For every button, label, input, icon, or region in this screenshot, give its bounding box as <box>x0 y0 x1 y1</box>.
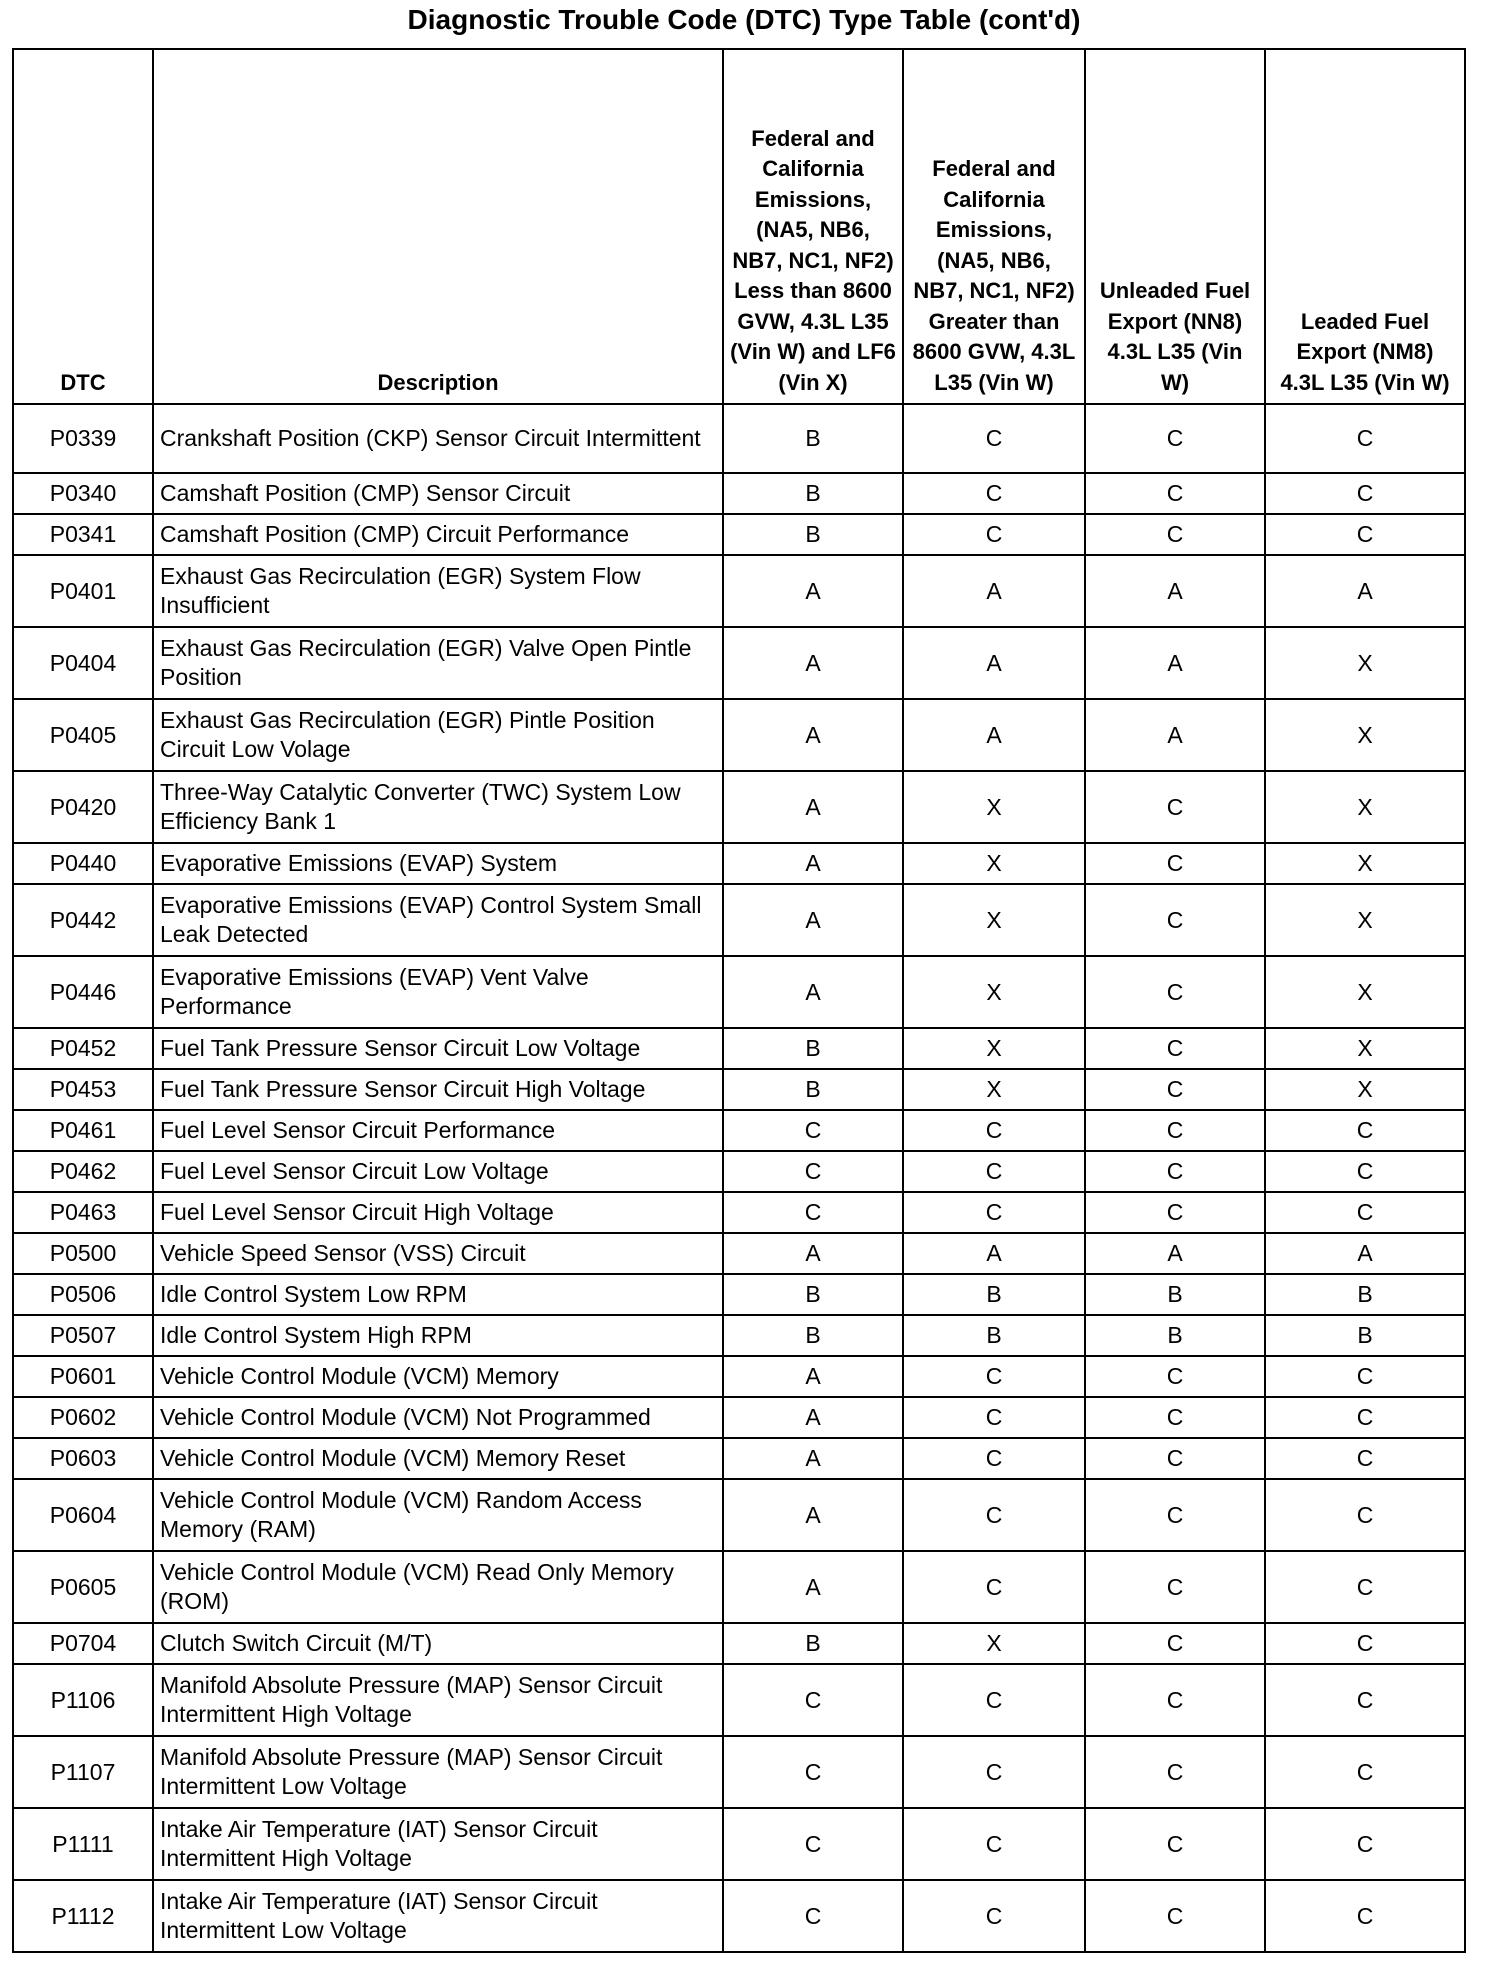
leaded-export-cell: B <box>1265 1315 1465 1356</box>
description-cell: Clutch Switch Circuit (M/T) <box>153 1623 723 1664</box>
table-row <box>13 1274 1465 1315</box>
unleaded-export-cell: C <box>1085 1028 1265 1069</box>
fed-ca-greater-8600-cell: X <box>903 1069 1085 1110</box>
description-cell: Fuel Level Sensor Circuit Low Voltage <box>153 1151 723 1192</box>
table-row <box>13 1069 1465 1110</box>
unleaded-export-cell: B <box>1085 1315 1265 1356</box>
description-cell: Exhaust Gas Recirculation (EGR) Pintle Position Circuit Low Volage <box>153 699 723 771</box>
fed-ca-less-8600-cell: B <box>723 1623 903 1664</box>
description-cell: Vehicle Control Module (VCM) Random Access Memory (RAM) <box>153 1479 723 1551</box>
dtc-code-cell: P0446 <box>13 956 153 1028</box>
fed-ca-greater-8600-cell: C <box>903 1664 1085 1736</box>
unleaded-export-cell: C <box>1085 1397 1265 1438</box>
leaded-export-cell: C <box>1265 1880 1465 1952</box>
unleaded-export-cell: C <box>1085 843 1265 884</box>
leaded-export-cell: X <box>1265 884 1465 956</box>
fed-ca-less-8600-cell: B <box>723 1274 903 1315</box>
description-cell: Vehicle Control Module (VCM) Not Programmed <box>153 1397 723 1438</box>
unleaded-export-cell: C <box>1085 1110 1265 1151</box>
fed-ca-greater-8600-cell: A <box>903 699 1085 771</box>
fed-ca-greater-8600-cell: C <box>903 1192 1085 1233</box>
table-row <box>13 956 1465 1028</box>
unleaded-export-cell: C <box>1085 1623 1265 1664</box>
fed-ca-greater-8600-cell: A <box>903 1233 1085 1274</box>
fed-ca-less-8600-cell: A <box>723 699 903 771</box>
dtc-code-cell: P0604 <box>13 1479 153 1551</box>
fed-ca-greater-8600-cell: C <box>903 1110 1085 1151</box>
dtc-type-table <box>12 48 1466 1953</box>
fed-ca-less-8600-cell: A <box>723 1397 903 1438</box>
leaded-export-cell: X <box>1265 627 1465 699</box>
dtc-code-cell: P0601 <box>13 1356 153 1397</box>
column-header-leaded-export: Leaded Fuel Export (NM8) 4.3L L35 (Vin W) <box>1265 49 1465 404</box>
description-cell: Fuel Tank Pressure Sensor Circuit Low Voltage <box>153 1028 723 1069</box>
table-row <box>13 514 1465 555</box>
table-row <box>13 1808 1465 1880</box>
dtc-code-cell: P0440 <box>13 843 153 884</box>
description-cell: Three-Way Catalytic Converter (TWC) System Low Efficiency Bank 1 <box>153 771 723 843</box>
unleaded-export-cell: C <box>1085 514 1265 555</box>
fed-ca-less-8600-cell: B <box>723 473 903 514</box>
dtc-code-cell: P1112 <box>13 1880 153 1952</box>
description-cell: Intake Air Temperature (IAT) Sensor Circuit Intermittent Low Voltage <box>153 1880 723 1952</box>
fed-ca-less-8600-cell: C <box>723 1736 903 1808</box>
table-row <box>13 771 1465 843</box>
table-row <box>13 1479 1465 1551</box>
unleaded-export-cell: C <box>1085 1192 1265 1233</box>
unleaded-export-cell: C <box>1085 1356 1265 1397</box>
dtc-code-cell: P0704 <box>13 1623 153 1664</box>
page-title: Diagnostic Trouble Code (DTC) Type Table (cont'd) <box>407 4 1081 35</box>
table-row <box>13 404 1465 473</box>
description-cell: Exhaust Gas Recirculation (EGR) System Flow Insufficient <box>153 555 723 627</box>
leaded-export-cell: C <box>1265 1808 1465 1880</box>
unleaded-export-cell: C <box>1085 1808 1265 1880</box>
table-body <box>13 404 1465 1952</box>
table-row <box>13 1736 1465 1808</box>
table-row <box>13 1664 1465 1736</box>
fed-ca-greater-8600-cell: B <box>903 1315 1085 1356</box>
description-cell: Idle Control System High RPM <box>153 1315 723 1356</box>
unleaded-export-cell: C <box>1085 884 1265 956</box>
table-row <box>13 473 1465 514</box>
fed-ca-greater-8600-cell: X <box>903 843 1085 884</box>
table-row <box>13 1397 1465 1438</box>
fed-ca-greater-8600-cell: X <box>903 884 1085 956</box>
table-header-row <box>13 49 1465 404</box>
dtc-code-cell: P0602 <box>13 1397 153 1438</box>
fed-ca-greater-8600-cell: B <box>903 1274 1085 1315</box>
unleaded-export-cell: C <box>1085 1438 1265 1479</box>
description-cell: Crankshaft Position (CKP) Sensor Circuit Intermittent <box>153 404 723 473</box>
fed-ca-less-8600-cell: B <box>723 404 903 473</box>
description-cell: Vehicle Control Module (VCM) Memory Reset <box>153 1438 723 1479</box>
table-row <box>13 1356 1465 1397</box>
dtc-code-cell: P0605 <box>13 1551 153 1623</box>
description-cell: Evaporative Emissions (EVAP) Control System Small Leak Detected <box>153 884 723 956</box>
fed-ca-less-8600-cell: C <box>723 1664 903 1736</box>
fed-ca-less-8600-cell: A <box>723 1479 903 1551</box>
fed-ca-less-8600-cell: B <box>723 1315 903 1356</box>
table-row <box>13 1110 1465 1151</box>
fed-ca-less-8600-cell: A <box>723 1551 903 1623</box>
table-row <box>13 1551 1465 1623</box>
dtc-code-cell: P0453 <box>13 1069 153 1110</box>
description-cell: Evaporative Emissions (EVAP) Vent Valve Performance <box>153 956 723 1028</box>
fed-ca-greater-8600-cell: C <box>903 1151 1085 1192</box>
fed-ca-greater-8600-cell: X <box>903 1623 1085 1664</box>
fed-ca-less-8600-cell: B <box>723 1028 903 1069</box>
unleaded-export-cell: A <box>1085 627 1265 699</box>
leaded-export-cell: C <box>1265 514 1465 555</box>
column-header-dtc: DTC <box>13 49 153 404</box>
dtc-code-cell: P0463 <box>13 1192 153 1233</box>
table-row <box>13 884 1465 956</box>
fed-ca-less-8600-cell: A <box>723 627 903 699</box>
table-row <box>13 1623 1465 1664</box>
column-header-unleaded-export: Unleaded Fuel Export (NN8) 4.3L L35 (Vin W) <box>1085 49 1265 404</box>
column-header-fed-ca-greater-8600: Federal and California Emissions, (NA5, NB6, NB7, NC1, NF2) Greater than 8600 GVW, 4.3L L35 (Vin W) <box>903 49 1085 404</box>
leaded-export-cell: C <box>1265 1110 1465 1151</box>
unleaded-export-cell: C <box>1085 1151 1265 1192</box>
leaded-export-cell: C <box>1265 1151 1465 1192</box>
dtc-code-cell: P0452 <box>13 1028 153 1069</box>
table-row <box>13 1438 1465 1479</box>
leaded-export-cell: C <box>1265 1438 1465 1479</box>
fed-ca-less-8600-cell: A <box>723 843 903 884</box>
leaded-export-cell: C <box>1265 1736 1465 1808</box>
fed-ca-greater-8600-cell: C <box>903 1808 1085 1880</box>
table-row <box>13 627 1465 699</box>
unleaded-export-cell: B <box>1085 1274 1265 1315</box>
description-cell: Vehicle Speed Sensor (VSS) Circuit <box>153 1233 723 1274</box>
fed-ca-greater-8600-cell: C <box>903 1880 1085 1952</box>
table-row <box>13 1192 1465 1233</box>
fed-ca-greater-8600-cell: C <box>903 1397 1085 1438</box>
table-row <box>13 1880 1465 1952</box>
fed-ca-greater-8600-cell: C <box>903 404 1085 473</box>
description-cell: Fuel Tank Pressure Sensor Circuit High Voltage <box>153 1069 723 1110</box>
fed-ca-greater-8600-cell: A <box>903 627 1085 699</box>
leaded-export-cell: C <box>1265 404 1465 473</box>
dtc-code-cell: P0506 <box>13 1274 153 1315</box>
unleaded-export-cell: C <box>1085 1880 1265 1952</box>
leaded-export-cell: X <box>1265 699 1465 771</box>
table-row <box>13 1028 1465 1069</box>
unleaded-export-cell: C <box>1085 404 1265 473</box>
fed-ca-less-8600-cell: A <box>723 884 903 956</box>
leaded-export-cell: X <box>1265 1028 1465 1069</box>
dtc-code-cell: P0461 <box>13 1110 153 1151</box>
leaded-export-cell: C <box>1265 1397 1465 1438</box>
description-cell: Vehicle Control Module (VCM) Read Only Memory (ROM) <box>153 1551 723 1623</box>
table-row <box>13 1315 1465 1356</box>
fed-ca-less-8600-cell: A <box>723 1356 903 1397</box>
unleaded-export-cell: C <box>1085 956 1265 1028</box>
description-cell: Camshaft Position (CMP) Sensor Circuit <box>153 473 723 514</box>
description-cell: Manifold Absolute Pressure (MAP) Sensor Circuit Intermittent Low Voltage <box>153 1736 723 1808</box>
unleaded-export-cell: C <box>1085 1736 1265 1808</box>
dtc-code-cell: P0405 <box>13 699 153 771</box>
leaded-export-cell: X <box>1265 956 1465 1028</box>
table-row <box>13 699 1465 771</box>
leaded-export-cell: C <box>1265 1479 1465 1551</box>
fed-ca-less-8600-cell: C <box>723 1192 903 1233</box>
table-row <box>13 555 1465 627</box>
dtc-code-cell: P0401 <box>13 555 153 627</box>
leaded-export-cell: X <box>1265 771 1465 843</box>
fed-ca-less-8600-cell: C <box>723 1110 903 1151</box>
dtc-code-cell: P0420 <box>13 771 153 843</box>
fed-ca-less-8600-cell: A <box>723 1233 903 1274</box>
fed-ca-less-8600-cell: C <box>723 1880 903 1952</box>
dtc-code-cell: P0341 <box>13 514 153 555</box>
leaded-export-cell: X <box>1265 1069 1465 1110</box>
description-cell: Fuel Level Sensor Circuit Performance <box>153 1110 723 1151</box>
leaded-export-cell: C <box>1265 1192 1465 1233</box>
leaded-export-cell: C <box>1265 1356 1465 1397</box>
fed-ca-greater-8600-cell: C <box>903 473 1085 514</box>
fed-ca-greater-8600-cell: X <box>903 956 1085 1028</box>
leaded-export-cell: C <box>1265 473 1465 514</box>
leaded-export-cell: X <box>1265 843 1465 884</box>
dtc-code-cell: P0462 <box>13 1151 153 1192</box>
description-cell: Idle Control System Low RPM <box>153 1274 723 1315</box>
column-header-description: Description <box>153 49 723 404</box>
fed-ca-greater-8600-cell: X <box>903 1028 1085 1069</box>
dtc-code-cell: P0339 <box>13 404 153 473</box>
table-row <box>13 1151 1465 1192</box>
unleaded-export-cell: C <box>1085 473 1265 514</box>
fed-ca-greater-8600-cell: C <box>903 1356 1085 1397</box>
dtc-code-cell: P0340 <box>13 473 153 514</box>
fed-ca-greater-8600-cell: A <box>903 555 1085 627</box>
fed-ca-less-8600-cell: A <box>723 956 903 1028</box>
dtc-code-cell: P0507 <box>13 1315 153 1356</box>
leaded-export-cell: C <box>1265 1623 1465 1664</box>
fed-ca-greater-8600-cell: C <box>903 514 1085 555</box>
fed-ca-less-8600-cell: C <box>723 1808 903 1880</box>
dtc-code-cell: P0404 <box>13 627 153 699</box>
dtc-code-cell: P1107 <box>13 1736 153 1808</box>
unleaded-export-cell: C <box>1085 771 1265 843</box>
dtc-code-cell: P0442 <box>13 884 153 956</box>
unleaded-export-cell: C <box>1085 1479 1265 1551</box>
dtc-code-cell: P1111 <box>13 1808 153 1880</box>
unleaded-export-cell: C <box>1085 1069 1265 1110</box>
table-row <box>13 1233 1465 1274</box>
description-cell: Intake Air Temperature (IAT) Sensor Circuit Intermittent High Voltage <box>153 1808 723 1880</box>
fed-ca-greater-8600-cell: C <box>903 1736 1085 1808</box>
table-row <box>13 843 1465 884</box>
leaded-export-cell: C <box>1265 1664 1465 1736</box>
leaded-export-cell: B <box>1265 1274 1465 1315</box>
fed-ca-greater-8600-cell: C <box>903 1479 1085 1551</box>
unleaded-export-cell: A <box>1085 699 1265 771</box>
description-cell: Vehicle Control Module (VCM) Memory <box>153 1356 723 1397</box>
fed-ca-greater-8600-cell: C <box>903 1438 1085 1479</box>
dtc-code-cell: P0603 <box>13 1438 153 1479</box>
unleaded-export-cell: C <box>1085 1664 1265 1736</box>
column-header-fed-ca-less-8600: Federal and California Emissions, (NA5, NB6, NB7, NC1, NF2) Less than 8600 GVW, 4.3L L35 (Vin W) and LF6 (Vin X) <box>723 49 903 404</box>
description-cell: Fuel Level Sensor Circuit High Voltage <box>153 1192 723 1233</box>
unleaded-export-cell: C <box>1085 1551 1265 1623</box>
dtc-code-cell: P0500 <box>13 1233 153 1274</box>
fed-ca-less-8600-cell: B <box>723 514 903 555</box>
fed-ca-greater-8600-cell: C <box>903 1551 1085 1623</box>
fed-ca-less-8600-cell: A <box>723 555 903 627</box>
description-cell: Evaporative Emissions (EVAP) System <box>153 843 723 884</box>
leaded-export-cell: C <box>1265 1551 1465 1623</box>
fed-ca-less-8600-cell: C <box>723 1151 903 1192</box>
description-cell: Manifold Absolute Pressure (MAP) Sensor Circuit Intermittent High Voltage <box>153 1664 723 1736</box>
fed-ca-greater-8600-cell: X <box>903 771 1085 843</box>
leaded-export-cell: A <box>1265 555 1465 627</box>
fed-ca-less-8600-cell: A <box>723 771 903 843</box>
dtc-code-cell: P1106 <box>13 1664 153 1736</box>
description-cell: Exhaust Gas Recirculation (EGR) Valve Open Pintle Position <box>153 627 723 699</box>
unleaded-export-cell: A <box>1085 555 1265 627</box>
description-cell: Camshaft Position (CMP) Circuit Performance <box>153 514 723 555</box>
fed-ca-less-8600-cell: B <box>723 1069 903 1110</box>
fed-ca-less-8600-cell: A <box>723 1438 903 1479</box>
unleaded-export-cell: A <box>1085 1233 1265 1274</box>
leaded-export-cell: A <box>1265 1233 1465 1274</box>
